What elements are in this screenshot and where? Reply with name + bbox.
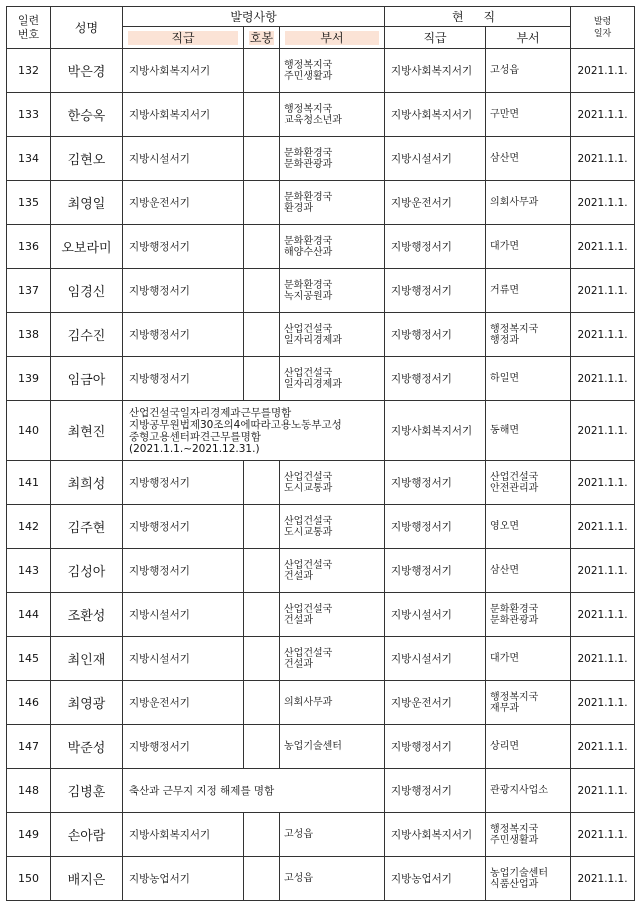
- row-order-grade: 지방행정서기: [123, 549, 244, 593]
- row-number: 144: [7, 593, 51, 637]
- table-row: [7, 637, 635, 681]
- table-row: [7, 461, 635, 505]
- row-name: 박은경: [51, 49, 123, 93]
- table-row: [7, 401, 635, 461]
- row-order-grade: 지방행정서기: [123, 225, 244, 269]
- row-current-grade: 지방사회복지서기: [385, 49, 486, 93]
- row-number: 138: [7, 313, 51, 357]
- table-row: [7, 93, 635, 137]
- table-row: [7, 313, 635, 357]
- row-current-dept: 대가면: [486, 225, 571, 269]
- row-number: 141: [7, 461, 51, 505]
- row-date: 2021.1.1.: [571, 637, 635, 681]
- row-name: 최영일: [51, 181, 123, 225]
- row-order-dept: 의회사무과: [280, 681, 385, 725]
- row-name: 박준성: [51, 725, 123, 769]
- row-date: 2021.1.1.: [571, 137, 635, 181]
- table-row: [7, 769, 635, 813]
- row-order-rank: [244, 49, 280, 93]
- row-number: 145: [7, 637, 51, 681]
- row-order-grade: 지방사회복지서기: [123, 93, 244, 137]
- row-order-dept: 문화환경국 환경과: [280, 181, 385, 225]
- table-row: [7, 857, 635, 901]
- table-row: [7, 681, 635, 725]
- row-order-rank: [244, 137, 280, 181]
- table-row: [7, 269, 635, 313]
- row-current-grade: 지방농업서기: [385, 857, 486, 901]
- row-current-dept: 문화환경국 문화관광과: [486, 593, 571, 637]
- row-order-dept: 농업기술센터: [280, 725, 385, 769]
- row-current-dept: 행정복지국 주민생활과: [486, 813, 571, 857]
- row-current-grade: 지방사회복지서기: [385, 93, 486, 137]
- personnel-table: [6, 6, 635, 901]
- row-order-grade: 지방시설서기: [123, 593, 244, 637]
- row-current-dept: 관광지사업소: [486, 769, 571, 813]
- row-current-dept: 상리면: [486, 725, 571, 769]
- row-order-grade: 지방사회복지서기: [123, 49, 244, 93]
- row-order-grade: 지방농업서기: [123, 857, 244, 901]
- row-current-grade: 지방행정서기: [385, 725, 486, 769]
- row-order-rank: [244, 181, 280, 225]
- row-number: 147: [7, 725, 51, 769]
- table-row: [7, 813, 635, 857]
- row-order-rank: [244, 681, 280, 725]
- row-date: 2021.1.1.: [571, 181, 635, 225]
- row-number: 132: [7, 49, 51, 93]
- header-cur-dept: 부서: [486, 27, 571, 49]
- row-current-dept: 삼산면: [486, 549, 571, 593]
- row-order-grade: 지방시설서기: [123, 637, 244, 681]
- row-name: 한승옥: [51, 93, 123, 137]
- row-order-grade: 지방시설서기: [123, 137, 244, 181]
- row-name: 임경신: [51, 269, 123, 313]
- row-order-grade: 지방운전서기: [123, 681, 244, 725]
- header-rank: [244, 27, 280, 49]
- row-current-grade: 지방행정서기: [385, 313, 486, 357]
- header-date: 발령 일자: [571, 7, 635, 49]
- row-name: 배지은: [51, 857, 123, 901]
- row-date: 2021.1.1.: [571, 357, 635, 401]
- row-name: 김성아: [51, 549, 123, 593]
- row-number: 140: [7, 401, 51, 461]
- row-date: 2021.1.1.: [571, 681, 635, 725]
- row-order-dept: 문화환경국 녹지공원과: [280, 269, 385, 313]
- header-dept-label: 부서: [285, 31, 379, 45]
- table-row: [7, 225, 635, 269]
- row-current-grade: 지방시설서기: [385, 637, 486, 681]
- row-number: 139: [7, 357, 51, 401]
- row-number: 150: [7, 857, 51, 901]
- row-number: 146: [7, 681, 51, 725]
- row-number: 137: [7, 269, 51, 313]
- row-current-grade: 지방행정서기: [385, 269, 486, 313]
- header-grade: [123, 27, 244, 49]
- row-order-note: 산업건설국일자리경제과근무를명함 지방공무원법제30조의4에따라고용노동부고성 중형고용센터파견근무를명함 (2021.1.1.~2021.12.31.): [123, 401, 385, 461]
- row-order-rank: [244, 357, 280, 401]
- row-order-rank: [244, 93, 280, 137]
- row-order-rank: [244, 505, 280, 549]
- row-current-dept: 행정복지국 재무과: [486, 681, 571, 725]
- row-current-grade: 지방행정서기: [385, 769, 486, 813]
- row-order-grade: 지방행정서기: [123, 461, 244, 505]
- row-date: 2021.1.1.: [571, 225, 635, 269]
- row-order-note: 축산과 근무지 지정 해제를 명함: [123, 769, 385, 813]
- row-order-rank: [244, 461, 280, 505]
- row-name: 최현진: [51, 401, 123, 461]
- header-order: 발령사항: [123, 7, 385, 27]
- row-date: 2021.1.1.: [571, 857, 635, 901]
- header-cur-grade: 직급: [385, 27, 486, 49]
- row-number: 149: [7, 813, 51, 857]
- row-number: 135: [7, 181, 51, 225]
- row-current-grade: 지방행정서기: [385, 549, 486, 593]
- row-current-grade: 지방행정서기: [385, 225, 486, 269]
- row-current-dept: 대가면: [486, 637, 571, 681]
- header-rank-label: 호봉: [249, 30, 274, 45]
- row-date: 2021.1.1.: [571, 593, 635, 637]
- row-order-dept: 산업건설국 건설과: [280, 637, 385, 681]
- row-order-dept: 고성읍: [280, 813, 385, 857]
- row-current-grade: 지방시설서기: [385, 593, 486, 637]
- row-current-grade: 지방행정서기: [385, 505, 486, 549]
- row-order-grade: 지방행정서기: [123, 313, 244, 357]
- row-order-rank: [244, 813, 280, 857]
- row-order-rank: [244, 725, 280, 769]
- row-number: 134: [7, 137, 51, 181]
- row-number: 142: [7, 505, 51, 549]
- table-row: [7, 181, 635, 225]
- row-order-grade: 지방운전서기: [123, 181, 244, 225]
- header-serial: 일련 번호: [7, 7, 51, 49]
- row-current-grade: 지방운전서기: [385, 181, 486, 225]
- row-order-grade: 지방행정서기: [123, 269, 244, 313]
- row-date: 2021.1.1.: [571, 549, 635, 593]
- row-current-grade: 지방시설서기: [385, 137, 486, 181]
- row-order-rank: [244, 857, 280, 901]
- row-order-grade: 지방사회복지서기: [123, 813, 244, 857]
- row-current-dept: 행정복지국 행정과: [486, 313, 571, 357]
- row-current-dept: 의회사무과: [486, 181, 571, 225]
- row-order-rank: [244, 593, 280, 637]
- row-current-grade: 지방사회복지서기: [385, 813, 486, 857]
- row-current-dept: 거류면: [486, 269, 571, 313]
- row-current-dept: 농업기술센터 식품산업과: [486, 857, 571, 901]
- row-order-grade: 지방행정서기: [123, 357, 244, 401]
- row-order-grade: 지방행정서기: [123, 725, 244, 769]
- row-current-dept: 삼산면: [486, 137, 571, 181]
- row-name: 김병훈: [51, 769, 123, 813]
- table-row: [7, 505, 635, 549]
- row-order-rank: [244, 225, 280, 269]
- row-order-rank: [244, 549, 280, 593]
- row-name: 김현오: [51, 137, 123, 181]
- row-date: 2021.1.1.: [571, 313, 635, 357]
- table-row: [7, 137, 635, 181]
- row-date: 2021.1.1.: [571, 769, 635, 813]
- row-order-dept: 산업건설국 건설과: [280, 549, 385, 593]
- table-body: [7, 49, 635, 901]
- row-order-rank: [244, 637, 280, 681]
- row-date: 2021.1.1.: [571, 93, 635, 137]
- row-current-dept: 산업건설국 안전관리과: [486, 461, 571, 505]
- row-current-dept: 고성읍: [486, 49, 571, 93]
- row-name: 최영광: [51, 681, 123, 725]
- table-row: [7, 357, 635, 401]
- row-order-dept: 행정복지국 주민생활과: [280, 49, 385, 93]
- header-dept: [280, 27, 385, 49]
- row-name: 김주현: [51, 505, 123, 549]
- row-current-grade: 지방사회복지서기: [385, 401, 486, 461]
- row-date: 2021.1.1.: [571, 461, 635, 505]
- row-name: 임금아: [51, 357, 123, 401]
- row-number: 148: [7, 769, 51, 813]
- row-current-grade: 지방행정서기: [385, 461, 486, 505]
- row-name: 최인재: [51, 637, 123, 681]
- table-row: [7, 593, 635, 637]
- row-order-rank: [244, 269, 280, 313]
- row-order-dept: 고성읍: [280, 857, 385, 901]
- row-current-grade: 지방행정서기: [385, 357, 486, 401]
- table-row: [7, 549, 635, 593]
- row-name: 손아람: [51, 813, 123, 857]
- row-order-grade: 지방행정서기: [123, 505, 244, 549]
- row-name: 최희성: [51, 461, 123, 505]
- header-grade-label: 직급: [128, 31, 238, 45]
- row-number: 143: [7, 549, 51, 593]
- row-current-dept: 구만면: [486, 93, 571, 137]
- row-order-dept: 산업건설국 건설과: [280, 593, 385, 637]
- header-current: 현 직: [385, 7, 571, 27]
- row-date: 2021.1.1.: [571, 725, 635, 769]
- header-name: 성명: [51, 7, 123, 49]
- row-number: 133: [7, 93, 51, 137]
- row-current-grade: 지방운전서기: [385, 681, 486, 725]
- row-date: 2021.1.1.: [571, 49, 635, 93]
- row-order-dept: 산업건설국 도시교통과: [280, 461, 385, 505]
- row-date: 2021.1.1.: [571, 269, 635, 313]
- row-order-dept: 문화환경국 해양수산과: [280, 225, 385, 269]
- row-current-dept: 영오면: [486, 505, 571, 549]
- row-order-dept: 문화환경국 문화관광과: [280, 137, 385, 181]
- row-name: 오보라미: [51, 225, 123, 269]
- row-name: 김수진: [51, 313, 123, 357]
- row-current-dept: 하일면: [486, 357, 571, 401]
- table-row: [7, 725, 635, 769]
- row-order-dept: 산업건설국 도시교통과: [280, 505, 385, 549]
- row-date: 2021.1.1.: [571, 813, 635, 857]
- row-number: 136: [7, 225, 51, 269]
- row-order-rank: [244, 313, 280, 357]
- row-current-dept: 동해면: [486, 401, 571, 461]
- row-order-dept: 산업건설국 일자리경제과: [280, 357, 385, 401]
- row-order-dept: 행정복지국 교육청소년과: [280, 93, 385, 137]
- table-row: [7, 49, 635, 93]
- row-name: 조환성: [51, 593, 123, 637]
- row-date: 2021.1.1.: [571, 401, 635, 461]
- row-order-dept: 산업건설국 일자리경제과: [280, 313, 385, 357]
- row-date: 2021.1.1.: [571, 505, 635, 549]
